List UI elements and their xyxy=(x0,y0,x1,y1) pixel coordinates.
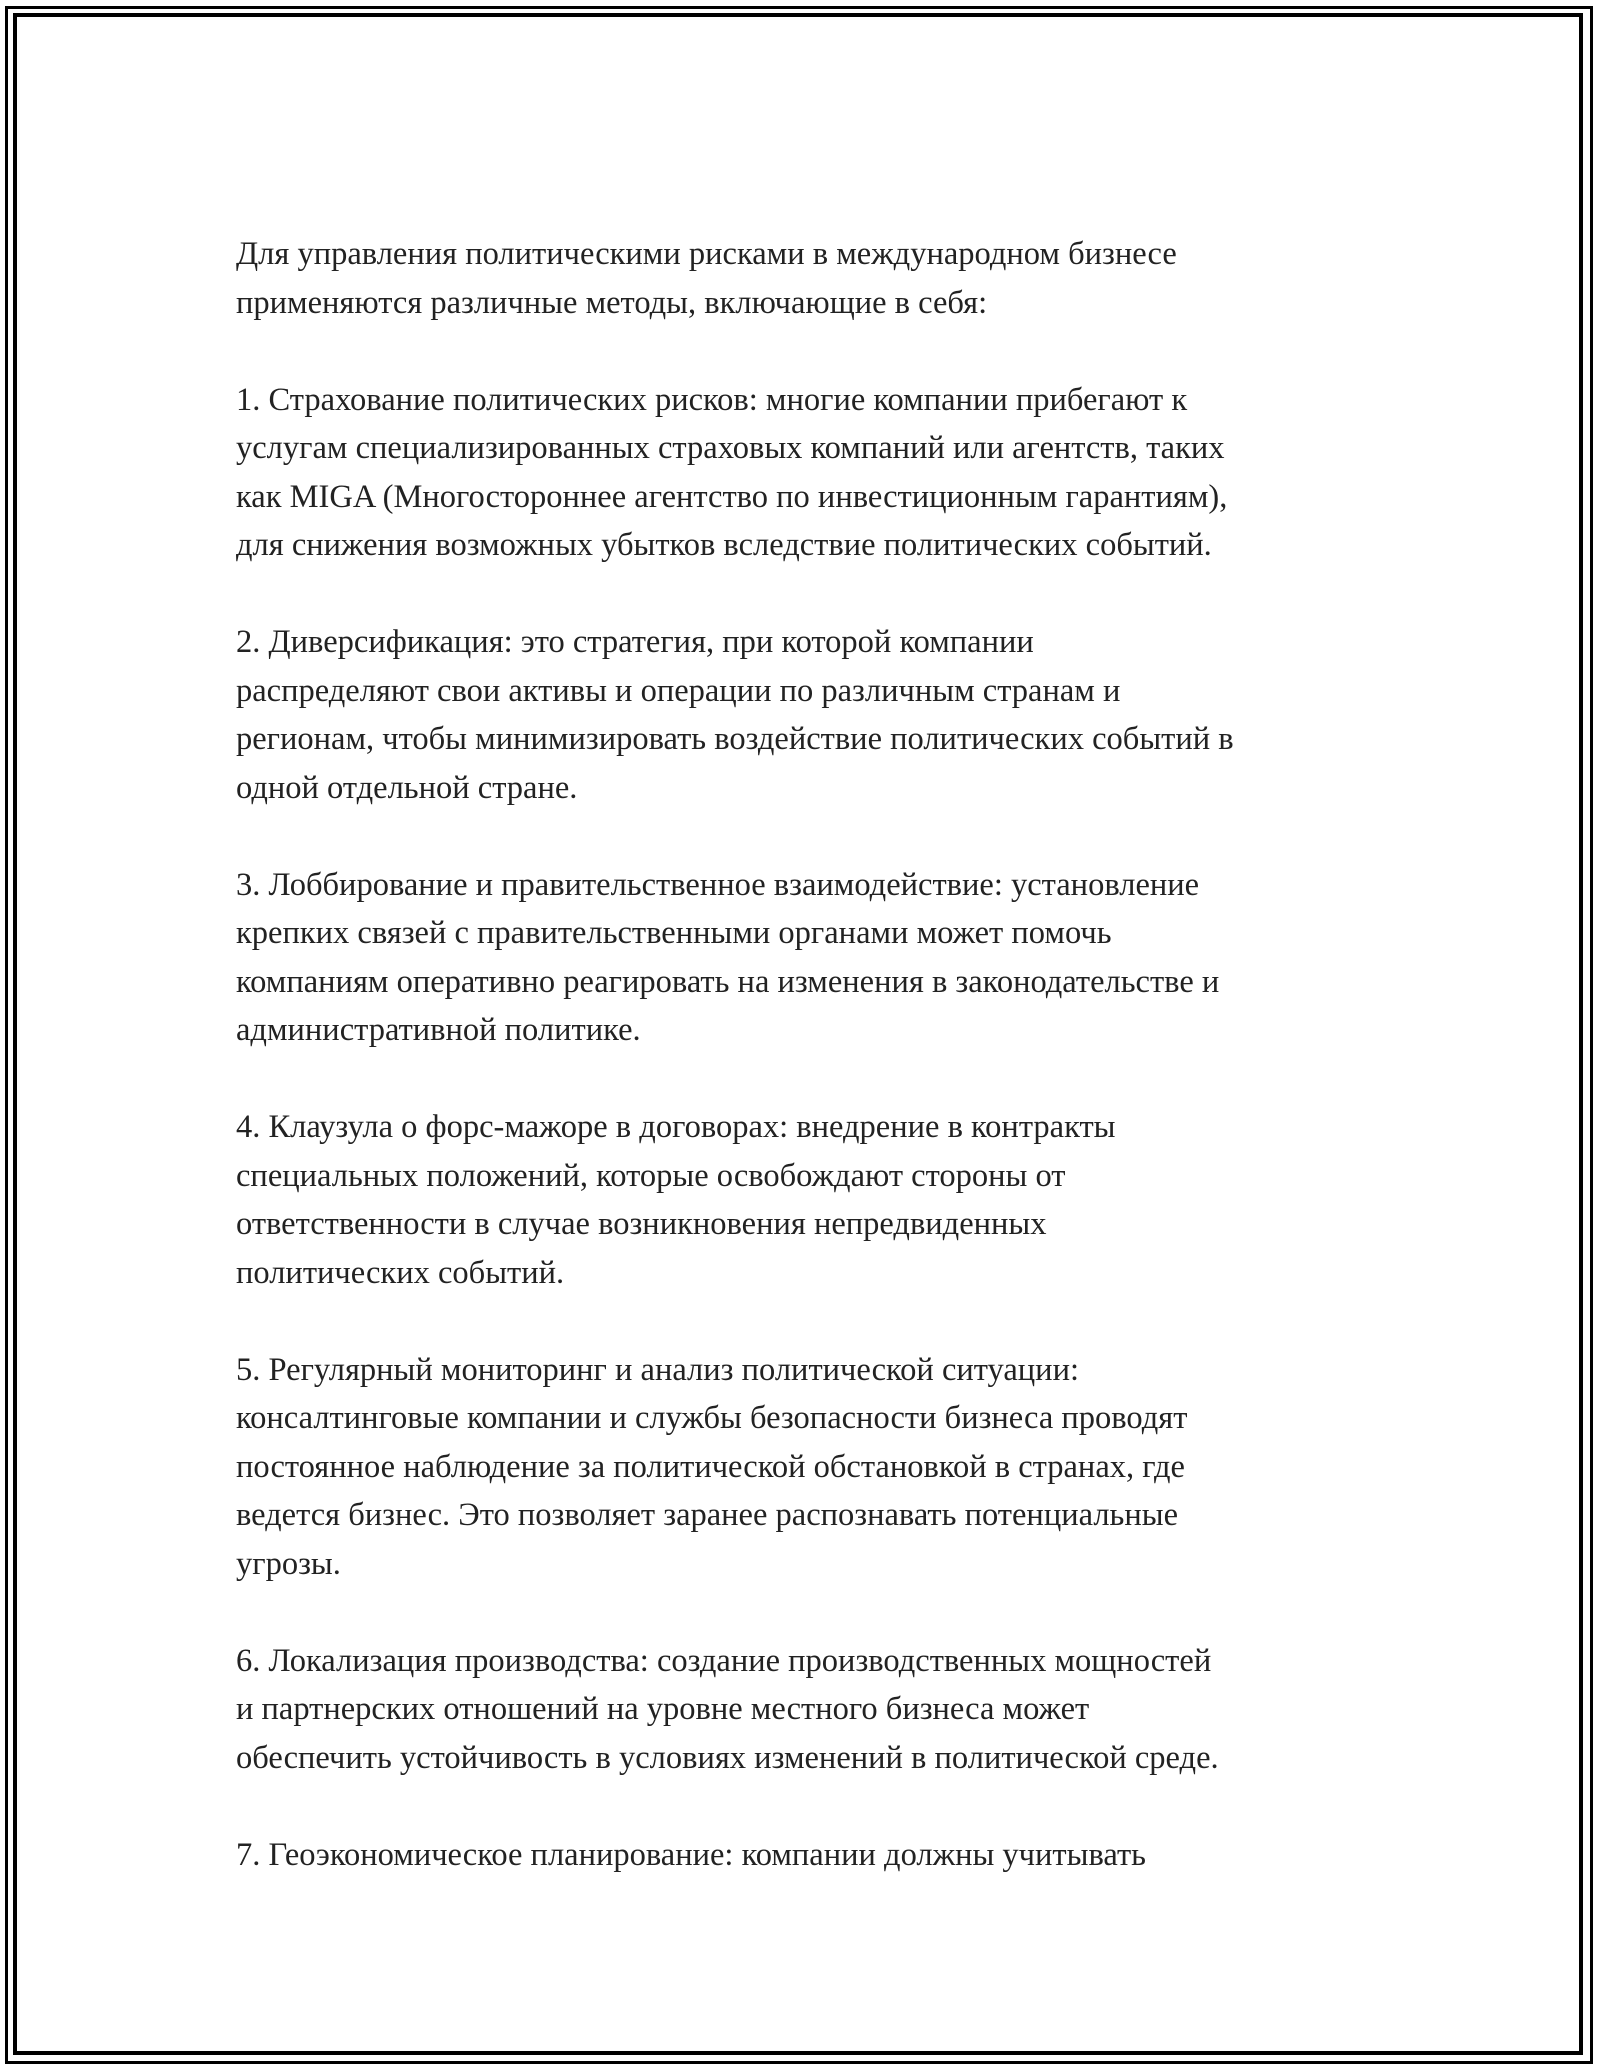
list-item-monitoring: 5. Регулярный мониторинг и анализ политической ситуации: консалтинговые компании и службы безопасности бизнеса проводят постоянное наблюдение за политической обстановкой в странах, где ведется бизнес. Это позволяет заранее распознавать потенциальные угрозы. xyxy=(236,1351,1188,1582)
intro-paragraph: Для управления политическими рисками в международном бизнесе применяются различные методы, включающие в себя: xyxy=(236,236,1177,321)
list-item-localization: 6. Локализация производства: создание производственных мощностей и партнерских отношений на уровне местного бизнеса может обеспечить устойчивость в условиях изменений в политической среде. xyxy=(236,1642,1219,1776)
list-item-insurance: 1. Страхование политических рисков: многие компании прибегают к услугам специализированных страховых компаний или агентств, таких как MIGA (Многостороннее агентство по инвестиционным гарантиям), для снижения возможных убытков вследствие политических событий. xyxy=(236,381,1228,563)
list-item-diversification: 2. Диверсификация: это стратегия, при которой компании распределяют свои активы и операции по различным странам и регионам, чтобы минимизировать воздействие политических событий в одной отдельной стране. xyxy=(236,624,1234,806)
list-item-force-majeure: 4. Клаузула о форс-мажоре в договорах: внедрение в контракты специальных положений, которые освобождают стороны от ответственности в случае возникновения непредвиденных политических событий. xyxy=(236,1109,1116,1291)
list-item-geoeconomic-planning: 7. Геоэкономическое планирование: компании должны учитывать xyxy=(236,1836,1146,1873)
document-body xyxy=(236,230,1386,1928)
list-item-lobbying: 3. Лоббирование и правительственное взаимодействие: установление крепких связей с правительственными органами может помочь компаниям оперативно реагировать на изменения в законодательстве и административной политике. xyxy=(236,866,1220,1048)
